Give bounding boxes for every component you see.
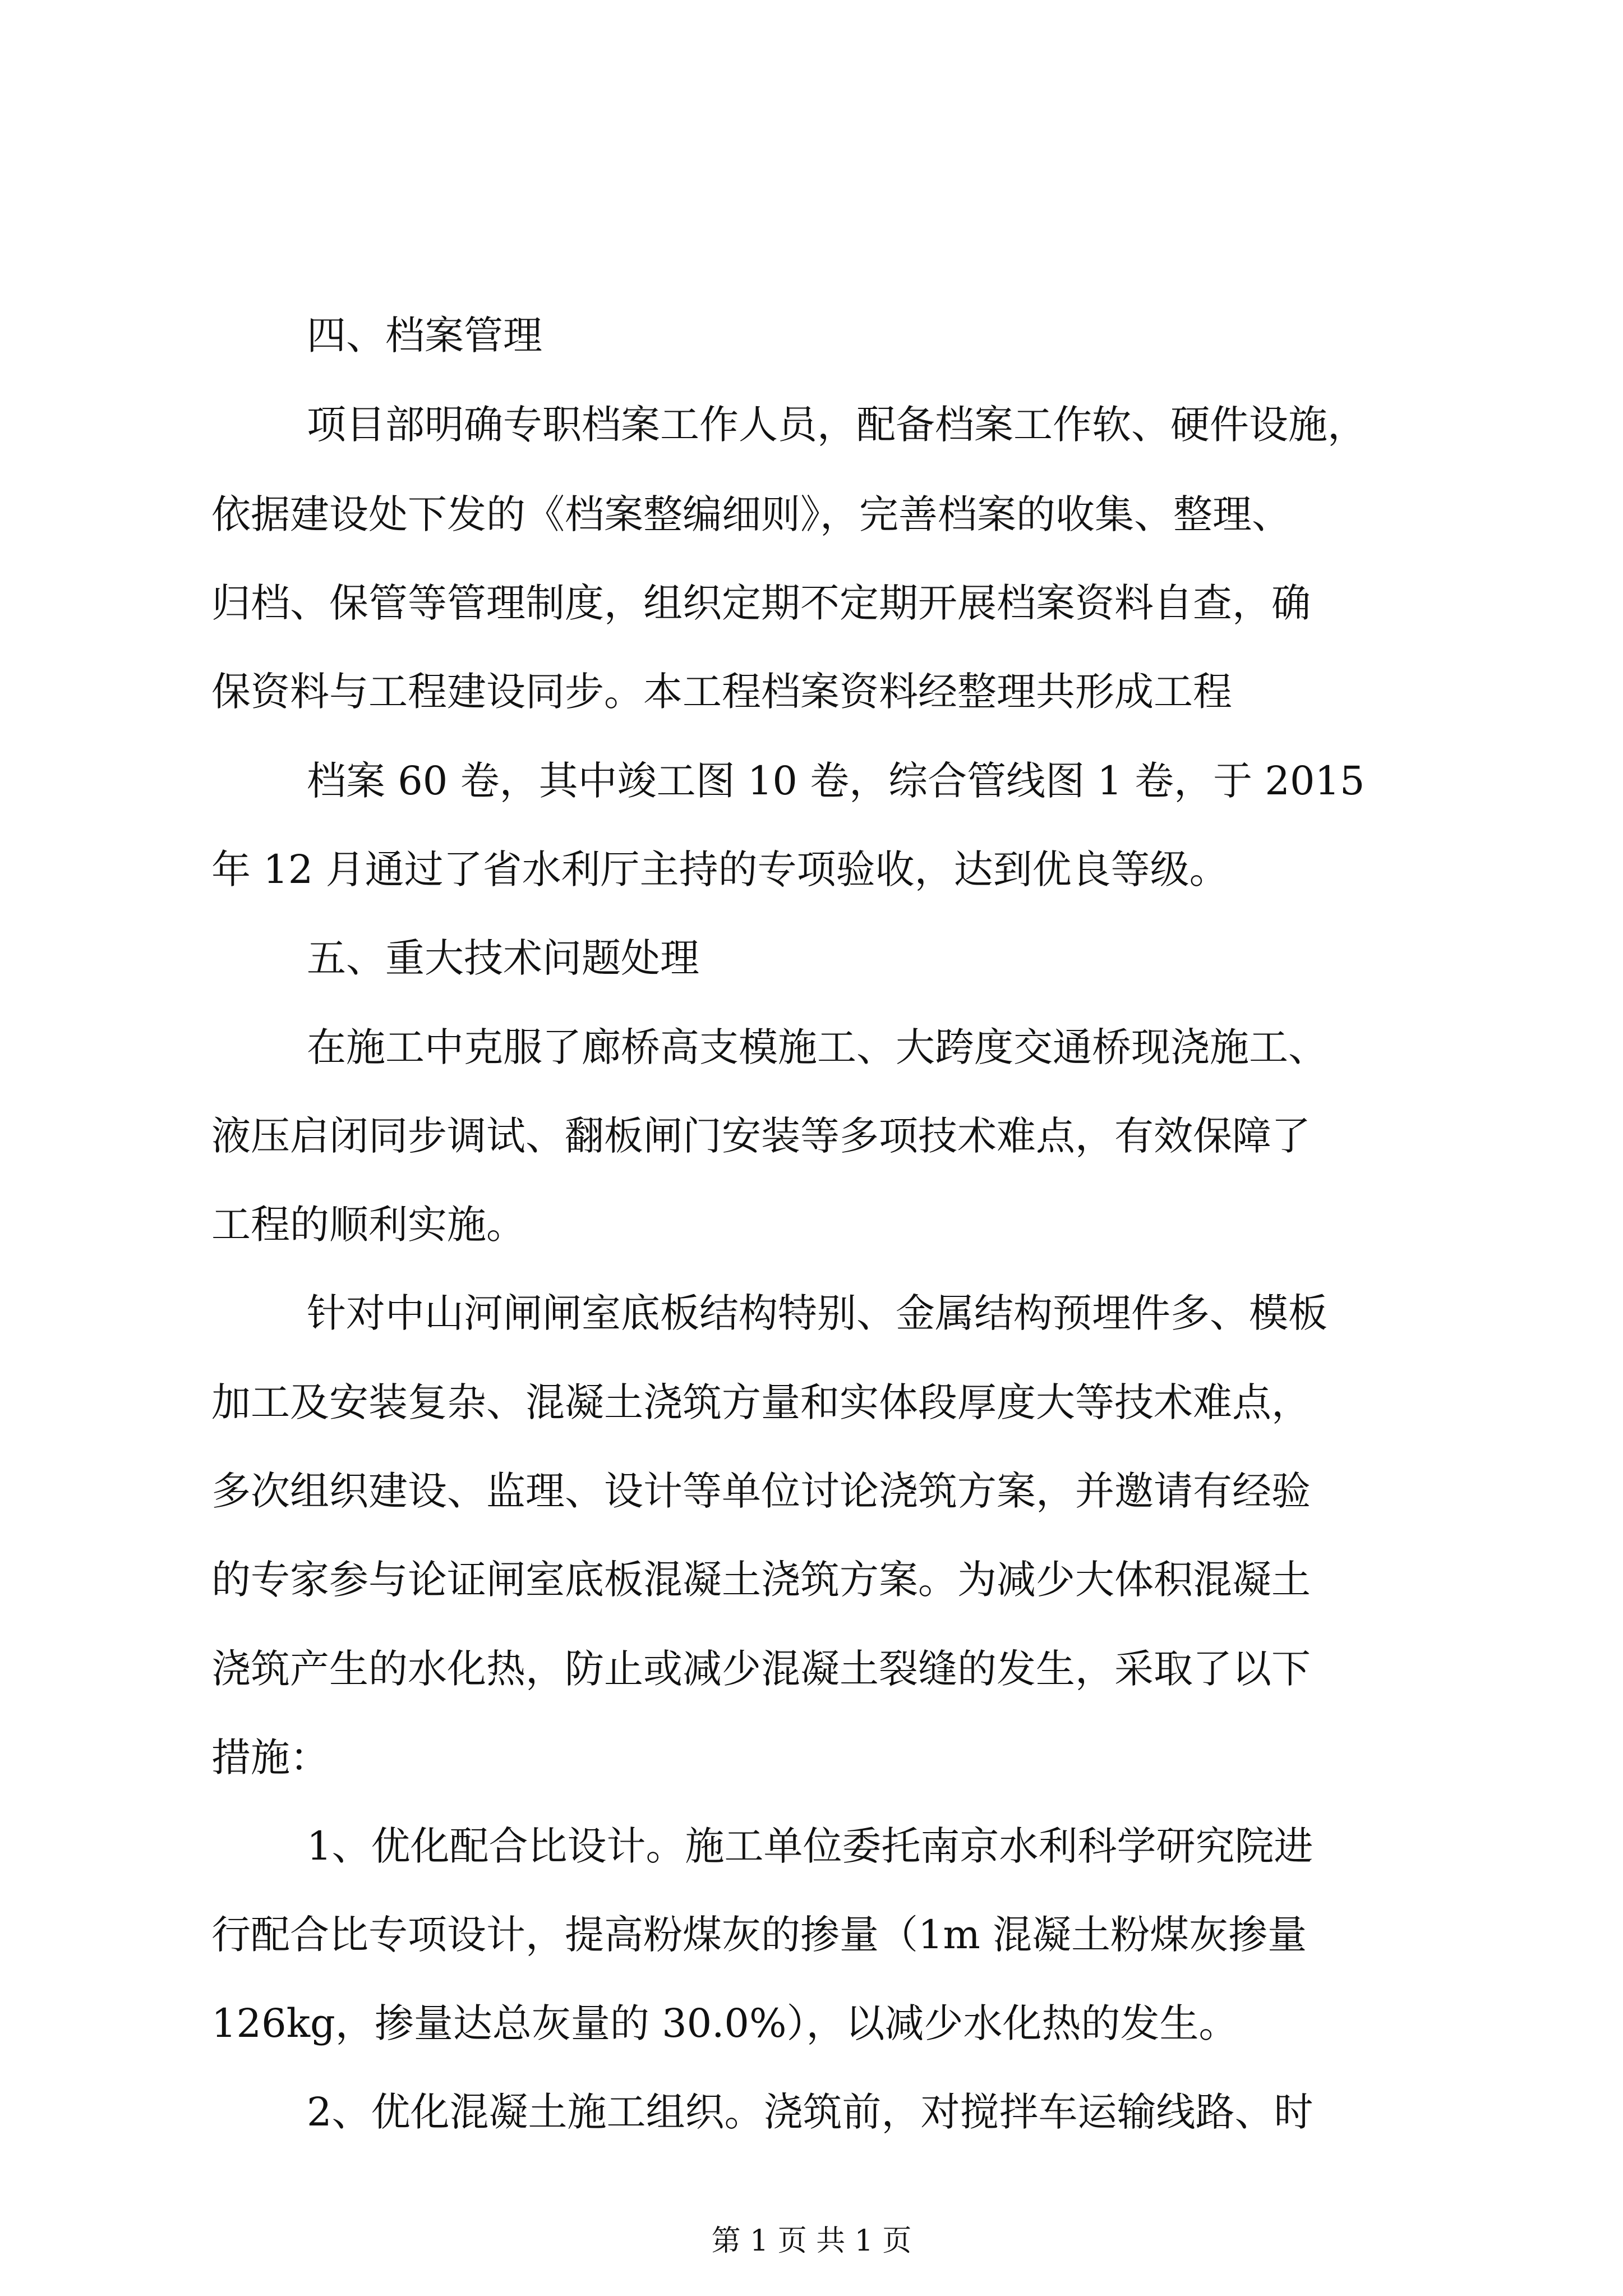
paragraph-line: 液压启闭同步调试、翻板闸门安装等多项技术难点，有效保障了 bbox=[211, 1113, 1311, 1159]
paragraph-line: 多次组织建设、监理、设计等单位讨论浇筑方案，并邀请有经验 bbox=[211, 1468, 1311, 1514]
paragraph-line: 1、优化配合比设计。施工单位委托南京水利科学研究院进 bbox=[307, 1823, 1313, 1869]
paragraph-line: 2、优化混凝土施工组织。浇筑前，对搅拌车运输线路、时 bbox=[307, 2089, 1313, 2135]
paragraph-line: 126kg，掺量达总灰量的 30.0%），以减少水化热的发生。 bbox=[211, 2000, 1238, 2046]
paragraph-line: 保资料与工程建设同步。本工程档案资料经整理共形成工程 bbox=[211, 669, 1232, 715]
page-footer: 第 1 页 共 1 页 bbox=[711, 2224, 912, 2258]
section-heading-technical-issues: 五、重大技术问题处理 bbox=[307, 935, 699, 981]
paragraph-line: 工程的顺利实施。 bbox=[211, 1202, 525, 1248]
paragraph-line: 依据建设处下发的《档案整编细则》，完善档案的收集、整理、 bbox=[211, 491, 1291, 537]
paragraph-line: 针对中山河闸闸室底板结构特别、金属结构预埋件多、模板 bbox=[307, 1290, 1327, 1336]
paragraph-line: 的专家参与论证闸室底板混凝土浇筑方案。为减少大体积混凝土 bbox=[211, 1557, 1311, 1603]
paragraph-line: 加工及安装复杂、混凝土浇筑方量和实体段厚度大等技术难点， bbox=[211, 1379, 1311, 1425]
paragraph-line: 在施工中克服了廊桥高支模施工、大跨度交通桥现浇施工、 bbox=[307, 1024, 1327, 1070]
paragraph-line: 年 12 月通过了省水利厅主持的专项验收，达到优良等级。 bbox=[211, 846, 1229, 892]
paragraph-line: 浇筑产生的水化热，防止或减少混凝土裂缝的发生，采取了以下 bbox=[211, 1646, 1311, 1692]
paragraph-line: 行配合比专项设计，提高粉煤灰的掺量（1m 混凝土粉煤灰掺量 bbox=[211, 1912, 1307, 1958]
paragraph-line: 归档、保管等管理制度，组织定期不定期开展档案资料自查，确 bbox=[211, 580, 1311, 626]
paragraph-line: 项目部明确专职档案工作人员，配备档案工作软、硬件设施， bbox=[307, 402, 1367, 448]
paragraph-line: 措施： bbox=[211, 1734, 329, 1780]
section-heading-archives: 四、档案管理 bbox=[307, 312, 542, 358]
paragraph-line: 档案 60 卷，其中竣工图 10 卷，综合管线图 1 卷，于 2015 bbox=[307, 758, 1365, 804]
